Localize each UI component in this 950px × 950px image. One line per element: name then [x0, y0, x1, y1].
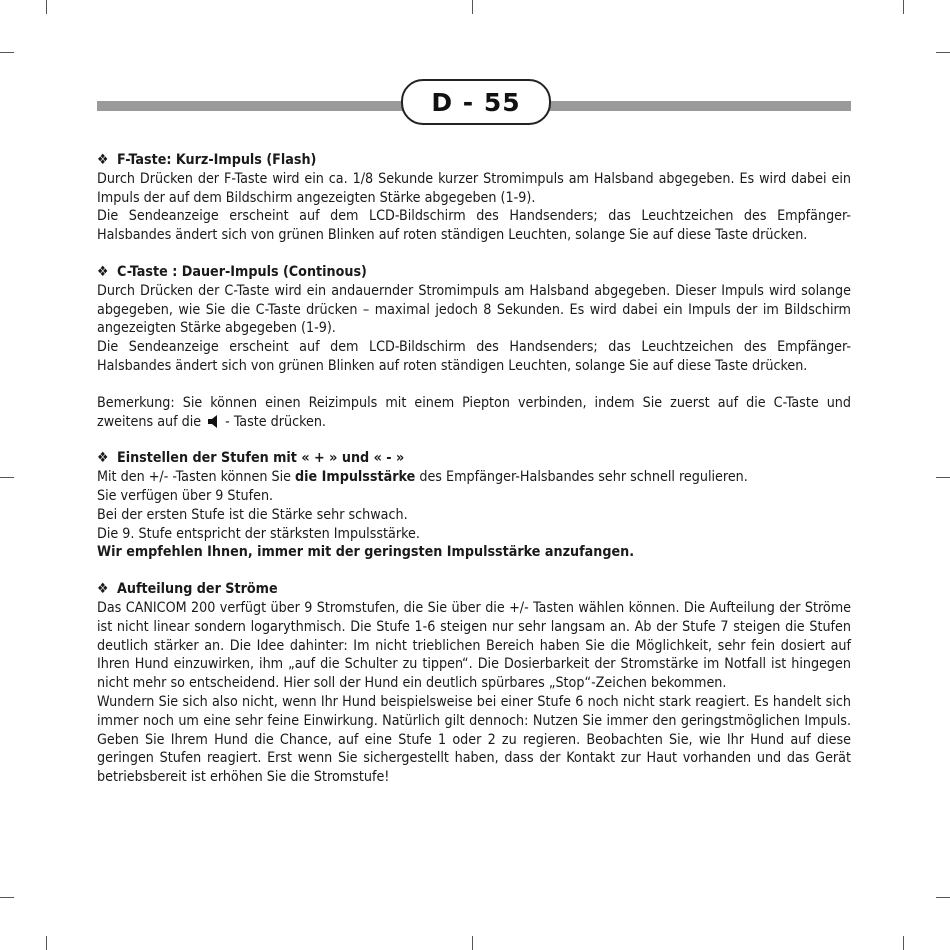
diamond-bullet-icon: ❖	[97, 581, 109, 598]
paragraph: Die Sendeanzeige erscheint auf dem LCD-Bildschirm des Handsenders; das Leuchtzeichen des Empfänger-Halsbandes ändert sich von grünen Blinken auf roten ständigen Leuchten, solange Sie auf diese Taste drücken.	[97, 339, 851, 374]
crop-mark	[903, 936, 904, 950]
paragraph: Wundern Sie sich also nicht, wenn Ihr Hund beispielsweise bei einer Stufe 6 noch nicht stark reagiert. Es handelt sich immer noch um eine sehr feine Einwirkung. Natürlich gilt dennoch: Nutzen Sie immer den geringstmöglichen Impuls. Geben Sie Ihrem Hund die Chance, auf eine Stufe 1 oder 2 zu regieren. Beobachten Sie, wie Ihr Hund auf diese geringen Stufen reagiert. Erst wenn Sie sichergestellt haben, dass der Kontakt zur Haut vorhanden und das Gerät betriebsbereit ist erhöhen Sie die Stromstufe!	[97, 693, 851, 786]
section-stufen	[97, 449, 851, 562]
section-bemerkung	[97, 394, 851, 432]
text-run: des Empfänger-Halsbandes sehr schnell regulieren.	[419, 469, 748, 486]
text-run: Mit den +/- -Tasten können Sie	[97, 469, 291, 486]
crop-mark	[46, 0, 47, 14]
crop-mark	[936, 897, 950, 898]
paragraph: Sie verfügen über 9 Stufen.	[97, 487, 274, 504]
crop-mark	[46, 936, 47, 950]
remark-text: Bemerkung: Sie können einen Reizimpuls mit einem Piepton verbinden, indem Sie zuerst auf die C-Taste und zweitens auf die	[97, 394, 851, 430]
heading-text: F-Taste: Kurz-Impuls (Flash)	[117, 152, 317, 168]
crop-mark	[0, 52, 14, 53]
crop-mark	[936, 477, 950, 478]
page-content	[97, 151, 851, 805]
crop-mark	[472, 936, 473, 950]
remark-text: - Taste drücken.	[225, 413, 326, 430]
heading-text: Einstellen der Stufen mit « + » und « - »	[117, 450, 405, 467]
recommendation-paragraph: Wir empfehlen Ihnen, immer mit der geringsten Impulsstärke anzufangen.	[97, 544, 635, 561]
diamond-bullet-icon: ❖	[97, 152, 109, 168]
paragraph	[97, 468, 851, 487]
section-heading	[97, 580, 851, 599]
bold-text-run: die Impulsstärke	[295, 469, 416, 486]
crop-mark	[0, 897, 14, 898]
paragraph: Bei der ersten Stufe ist die Stärke sehr schwach.	[97, 506, 408, 523]
diamond-bullet-icon: ❖	[97, 450, 109, 467]
crop-mark	[472, 0, 473, 14]
heading-text: Aufteilung der Ströme	[117, 581, 278, 598]
page-number-badge	[401, 79, 551, 125]
section-heading	[97, 151, 851, 170]
crop-mark	[903, 0, 904, 14]
section-aufteilung	[97, 580, 851, 787]
paragraph: Das CANICOM 200 verfügt über 9 Stromstufen, die Sie über die +/- Tasten wählen können. Die Aufteilung der Ströme ist nicht linear sondern logarythmisch. Die Stufe 1-6 steigen nur sehr langsam an. Ab der Stufe 7 steigen die Stufen deutlich stärker an. Die Idee dahinter: Im nicht trieblichen Bereich haben Sie die Möglichkeit, sehr fein dosiert auf Ihren Hund einzuwirken, ihm „auf die Schulter zu tippen“. Die Dosierbarkeit der Stromstärke im Notfall ist hingegen nicht mehr so entscheidend. Hier soll der Hund ein deutlich spürbares „Stop“-Zeichen bekommen.	[97, 599, 851, 692]
crop-mark	[936, 52, 950, 53]
heading-text: C-Taste : Dauer-Impuls (Continous)	[117, 263, 367, 280]
section-heading	[97, 449, 851, 468]
section-f-taste	[97, 151, 851, 245]
speaker-icon	[207, 415, 221, 428]
paragraph: Durch Drücken der F-Taste wird ein ca. 1/8 Sekunde kurzer Stromimpuls am Halsband abgegeben. Es wird dabei ein Impuls der auf dem Bildschirm angezeigten Stärke abgegeben (1-9).	[97, 170, 851, 206]
remark-paragraph	[97, 394, 851, 432]
diamond-bullet-icon: ❖	[97, 263, 109, 280]
paragraph: Die 9. Stufe entspricht der stärksten Impulsstärke.	[97, 525, 420, 542]
crop-mark	[0, 477, 14, 478]
paragraph: Durch Drücken der C-Taste wird ein andauernder Stromimpuls am Halsband abgegeben. Dieser Impuls wird solange abgegeben, wie Sie die C-Taste drücken – maximal jedoch 8 Sekunden. Es wird dabei ein Impuls der im Bildschirm angezeigten Stärke abgegeben (1-9).	[97, 282, 851, 337]
section-heading	[97, 263, 851, 282]
page-number: D - 55	[431, 87, 521, 117]
section-c-taste	[97, 263, 851, 376]
paragraph: Die Sendeanzeige erscheint auf dem LCD-Bildschirm des Handsenders; das Leuchtzeichen des Empfänger-Halsbandes ändert sich von grünen Blinken auf roten ständigen Leuchten, solange Sie auf diese Taste drücken.	[97, 208, 851, 244]
